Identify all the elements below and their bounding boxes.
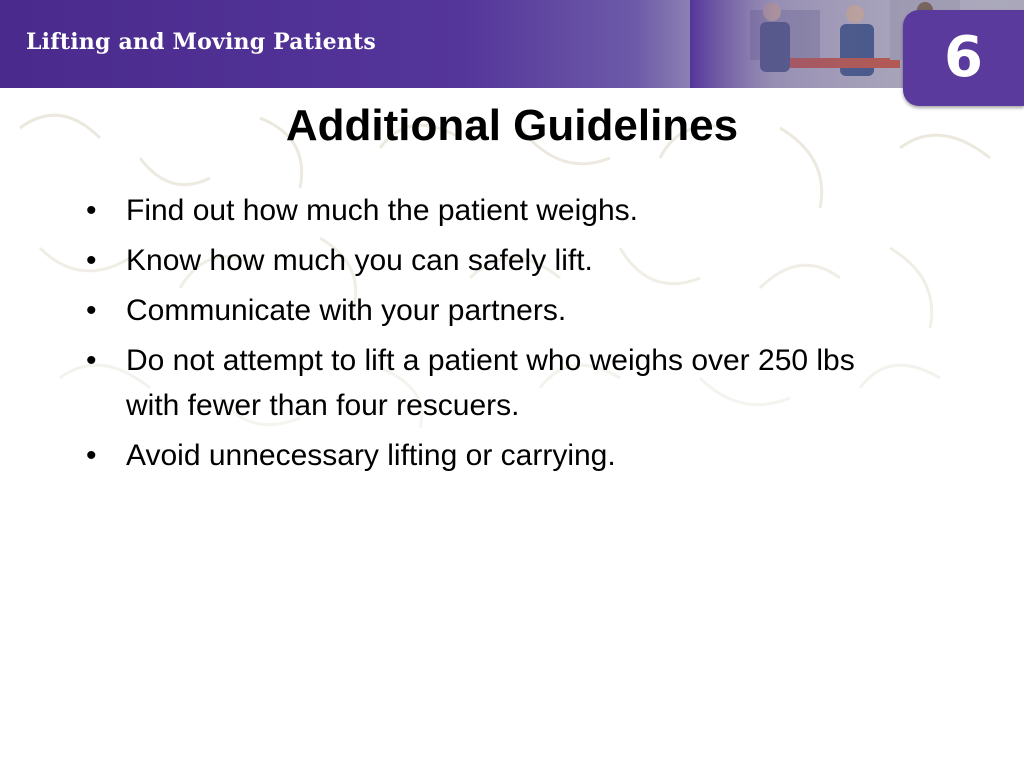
bullet-text: Know how much you can safely lift. — [126, 244, 593, 277]
bullet-item — [86, 188, 906, 233]
bullet-item — [86, 433, 906, 478]
course-title: Lifting and Moving Patients — [26, 29, 377, 55]
bullet-marker: • — [86, 344, 97, 377]
bullet-text: Communicate with your partners. — [126, 294, 567, 327]
bullet-text: Avoid unnecessary lifting or carrying. — [126, 439, 616, 472]
bullet-item — [86, 238, 906, 283]
bullet-item — [86, 288, 906, 333]
bullet-text: Do not attempt to lift a patient who weighs over 250 lbs with fewer than four rescuers. — [126, 344, 855, 422]
bullet-item — [86, 338, 906, 428]
bullet-marker: • — [86, 244, 97, 277]
bullet-marker: • — [86, 439, 97, 472]
header-banner — [0, 0, 1024, 88]
chapter-number: 6 — [944, 25, 983, 90]
slide-title: Additional Guidelines — [285, 101, 739, 150]
chapter-badge — [903, 10, 1024, 106]
bullet-marker: • — [86, 194, 97, 227]
bullet-text: Find out how much the patient weighs. — [126, 194, 638, 227]
bullet-marker: • — [86, 294, 97, 327]
bullet-list — [86, 188, 906, 483]
